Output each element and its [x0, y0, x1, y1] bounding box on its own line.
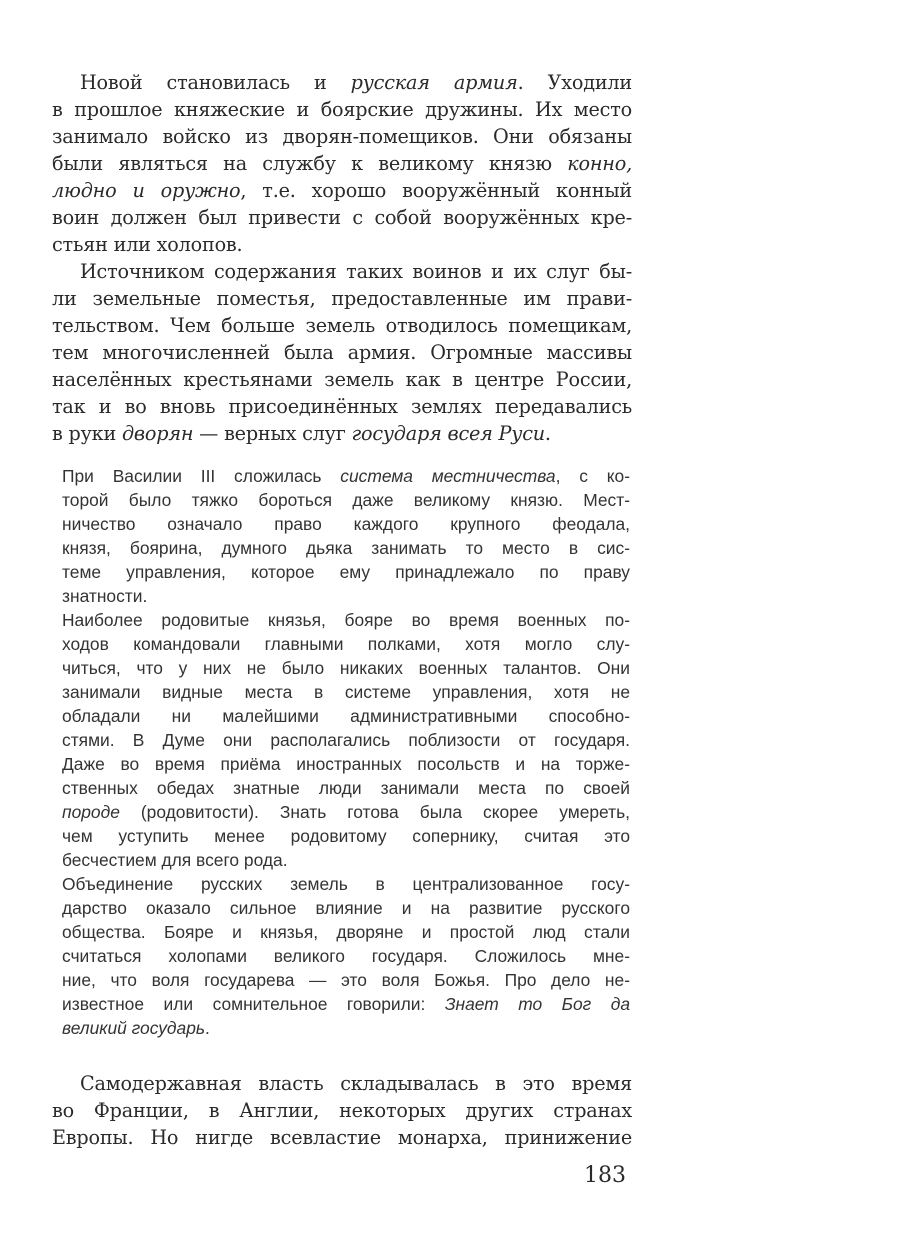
text-line: ходов командовали главными полками, хотя могло слу- [62, 634, 630, 654]
page-number: 183 [584, 1163, 626, 1188]
text-line: стьян или холопов. [52, 233, 243, 256]
text-line: обладали ни малейшими административными способно- [62, 706, 630, 726]
text-line: Объединение русских земель в централизованное госу- [62, 874, 630, 894]
italic-quote: Знает то Бог да [444, 994, 630, 1014]
text: , с ко- [555, 466, 630, 486]
text: (родовитости). Знать готова была скорее умереть, [119, 802, 630, 822]
text-line: бесчестием для всего рода. [62, 850, 288, 870]
italic-term: система местничества [340, 466, 556, 486]
text-line: знатности. [62, 586, 148, 606]
text-line: Европы. Но нигде всевластие монарха, принижение [52, 1126, 632, 1149]
italic-term: конно, [567, 152, 632, 175]
italic-term: русская армия [350, 71, 518, 94]
text-line: во Франции, в Англии, некоторых других странах [52, 1099, 632, 1122]
text-line: занимало войско из дворян-помещиков. Они обязаны [52, 125, 632, 148]
text: были являться на службу к великому князю [52, 152, 568, 175]
italic-quote: великий государь [62, 1018, 206, 1038]
text-line: читься, что у них не было никаких военных талантов. Они [62, 658, 630, 678]
text-line [62, 1016, 630, 1040]
italic-term: породе [62, 802, 120, 822]
text-line: тем многочисленней была армия. Огромные массивы [52, 341, 632, 364]
italic-term: дворян [121, 422, 194, 445]
text-line: населённых крестьянами земель как в центре России, [52, 368, 632, 391]
text-line: Источником содержания таких воинов и их слуг бы- [80, 260, 632, 283]
text-line: так и во вновь присоединённых землях передавались [52, 395, 632, 418]
text: . Уходили [517, 71, 632, 94]
text-line: ние, что воля государева — это воля Божья. Про дело не- [62, 970, 630, 990]
text-line [52, 420, 632, 447]
text-line: в прошлое княжеские и боярские дружины. Их место [52, 98, 632, 121]
text-line [62, 800, 630, 824]
text-line: теме управления, которое ему принадлежало по праву [62, 562, 630, 582]
text: — верных слуг [193, 422, 352, 445]
text-line [52, 177, 632, 204]
italic-term: людно и оружно [52, 179, 241, 202]
text: . [205, 1018, 210, 1038]
text-line: Даже во время приёма иностранных посольств и на торже- [62, 754, 630, 774]
text-line: Наиболее родовитые князья, бояре во время военных по- [62, 610, 630, 630]
text-line: князя, боярина, думного дьяка занимать то место в сис- [62, 538, 630, 558]
text-line: считаться холопами великого государя. Сложилось мне- [62, 946, 630, 966]
text-line: чем уступить менее родовитому сопернику, считая это [62, 826, 630, 846]
italic-term: государя всея Руси [351, 422, 545, 445]
text-line [62, 992, 630, 1016]
text-line [52, 150, 632, 177]
text: , т.е. хорошо вооружённый конный [240, 179, 632, 202]
text-line [52, 69, 632, 96]
text-line [62, 464, 630, 488]
text-line: ничество означало право каждого крупного феодала, [62, 514, 630, 534]
text: известное или сомнительное говорили: [62, 994, 445, 1014]
text-line: общества. Бояре и князья, дворяне и простой люд стали [62, 922, 630, 942]
text: в руки [52, 422, 122, 445]
text-line: торой было тяжко бороться даже великому князю. Мест- [62, 490, 630, 510]
text: При Василии III сложилась [62, 466, 341, 486]
text-line: ли земельные поместья, предоставленные им прави- [52, 287, 632, 310]
text-line: воин должен был привести с собой вооружённых кре- [52, 206, 632, 229]
text-line: стями. В Думе они располагались поблизости от государя. [62, 730, 630, 750]
text-line: ственных обедах знатные люди занимали места по своей [62, 778, 630, 798]
text-line: Самодержавная власть складывалась в это время [80, 1072, 632, 1095]
text-line: дарство оказало сильное влияние и на развитие русского [62, 898, 630, 918]
text: . [544, 422, 551, 445]
text-line: тельством. Чем больше земель отводилось помещикам, [52, 314, 632, 337]
text-line: занимали видные места в системе управления, хотя не [62, 682, 630, 702]
text: Новой становилась и [80, 71, 351, 94]
